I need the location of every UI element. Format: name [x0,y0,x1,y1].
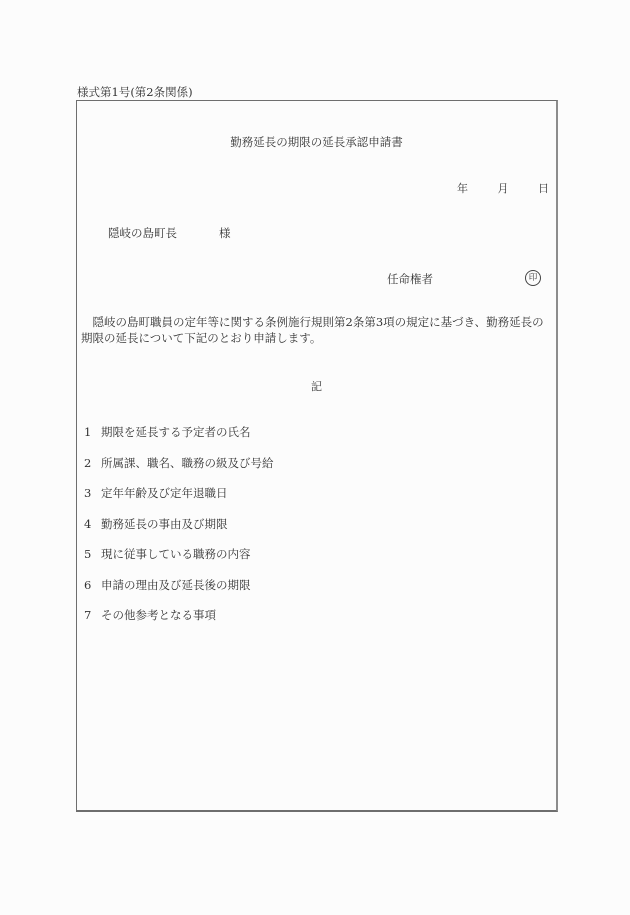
addressee-honorific: 様 [219,226,231,240]
item-text: 勤務延長の事由及び期限 [101,516,228,531]
request-body-text: 隠岐の島町職員の定年等に関する条例施行規則第2条第3項の規定に基づき、勤務延長の期限の延長について下記のとおり申請します。 [81,315,544,345]
list-item [84,608,274,639]
item-number: 1 [84,425,92,439]
item-text: 定年年齢及び定年退職日 [101,486,228,500]
list-item [84,578,274,609]
item-list [84,425,274,639]
form-number-label: 様式第1号(第2条関係) [77,85,193,99]
item-text: 所属課、職名、職務の級及び号給 [101,455,274,470]
item-number: 2 [84,455,92,470]
list-item [84,547,274,578]
item-text: 申請の理由及び延長後の期限 [101,577,251,592]
seal-icon: 印 [525,270,541,286]
item-text: 期限を延長する予定者の氏名 [101,425,251,439]
ki-heading: 記 [311,380,322,393]
date-line [457,180,549,196]
item-number: 5 [84,547,92,561]
list-item [84,486,274,517]
year-label: 年 [457,182,468,195]
application-form [76,100,558,812]
item-number: 6 [84,577,92,592]
item-text: その他参考となる事項 [101,608,216,622]
month-label: 月 [497,182,509,195]
list-item [84,456,274,487]
item-text: 現に従事している職務の内容 [101,547,251,561]
addressee-line [108,225,231,241]
addressee-name: 隠岐の島町長 [108,226,177,240]
item-number: 4 [84,516,92,531]
day-label: 日 [538,182,549,195]
applicant-label: 任命権者 [387,272,433,286]
item-number: 7 [84,608,92,622]
list-item [84,425,274,456]
list-item [84,517,274,548]
item-number: 3 [84,486,92,500]
applicant-line [387,271,433,287]
document-title: 勤務延長の期限の延長承認申請書 [230,135,403,149]
